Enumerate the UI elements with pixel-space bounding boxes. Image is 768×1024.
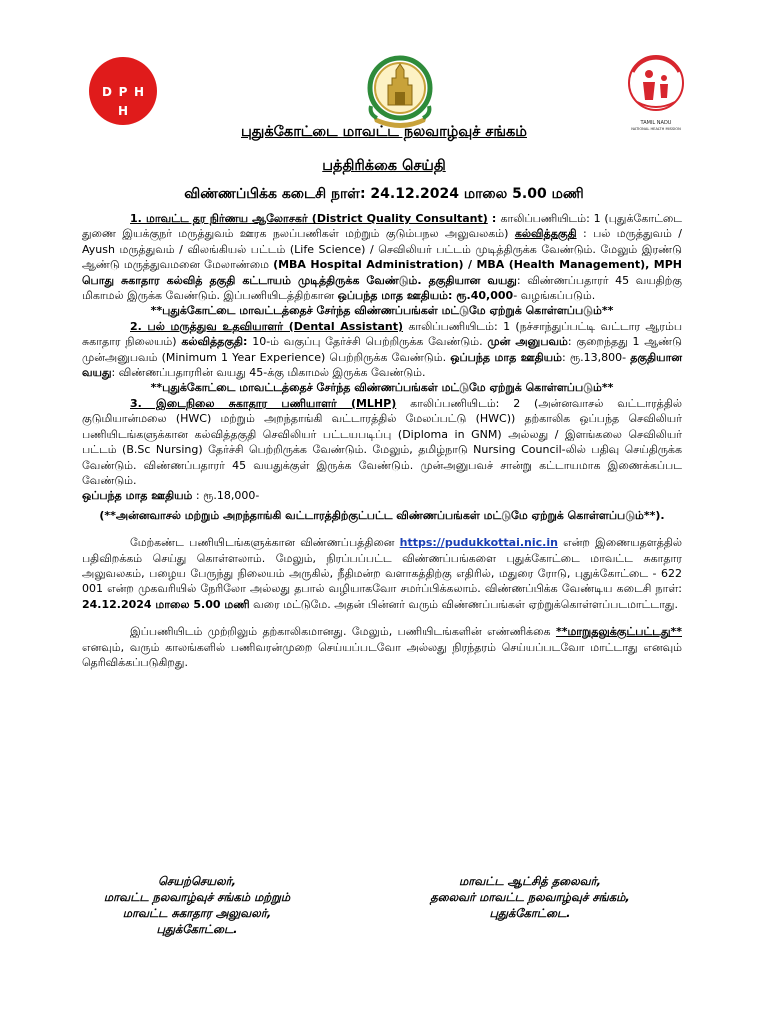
sec1-text3: : விண்ணப்பதாரர் 45 வயதிற்கு மிகாமல் இருக்க வேண்டும். இப்பணியிடத்திற்கான [82,273,682,303]
sig-left-line: புதுக்கோட்டை. [156,922,238,936]
sec2-pay-label: ஒப்பந்த மாத ஊதியம் [450,350,562,364]
sec2-age-label: தகுதியான வயது [82,350,682,380]
temp-text2: எனவும், வரும் காலங்களில் பணிவரன்முறை செய்யப்படவோ அல்லது நிரந்தரம் செய்யப்படவோ மாட்டாது எனவும் தெரிவிக்கப்படுகிறது. [82,640,682,669]
sig-left-line: செயற்செயலர், [157,874,237,888]
dph-letter-h2: H [117,104,129,118]
nhm-subtitle: TAMIL NADU [640,120,672,126]
sec2-text1: காலிப்பணியிடம்: 1 (நச்சாந்துப்பட்டி வட்டார ஆரம்ப சுகாதார நிலையம்) [82,319,682,349]
apply-deadline: 24.12.2024 மாலை 5.00 மணி [82,597,250,611]
nhm-logo [625,52,687,132]
sec1-salary: ஒப்பந்த மாத ஊதியம்: ரூ.40,000 [337,289,514,303]
sec2-text4: : ரூ.13,800- [561,350,631,364]
signature-block-collector [400,873,660,921]
section-dental-assistant [82,319,682,381]
section-mlhp [82,396,682,504]
sec2-edu-label: கல்வித்தகுதி: [181,335,248,349]
section-district-quality-consultant [82,211,682,303]
dph-logo [88,56,158,126]
tamil-nadu-emblem-logo [355,50,445,132]
sig-right-line: தலைவர் மாவட்ட நலவாழ்வுச் சங்கம், [430,890,630,904]
temp-bold: **மாறுதலுக்குட்பட்டது** [555,625,682,639]
sec2-note: **புதுக்கோட்டை மாவட்டத்தைச் சேர்ந்த விண்ணப்பங்கள் மட்டுமே ஏற்றுக் கொள்ளப்படும்** [150,381,614,395]
document-body [82,211,682,670]
deadline-heading: விண்ணப்பிக்க கடைசி நாள்: 24.12.2024 மாலை 5.00 மணி [184,186,584,202]
sec3-text2: : ரூ.18,000- [192,489,260,503]
sec1-text4: - வழங்கப்படும். [513,289,596,303]
sec3-note: (**அன்னவாசல் மற்றும் அறந்தாங்கி வட்டாரத்திற்குட்பட்ட விண்ணப்பங்கள் மட்டுமே ஏற்றுக் கொள்ளப்படும்**). [99,508,665,522]
dph-letter-d2: D [102,85,112,99]
sec2-title: 2. பல் மருத்துவ உதவியாளர் (Dental Assistant) [130,319,404,333]
apply-paragraph [82,535,682,612]
temporary-notice-paragraph [82,624,682,670]
website-link[interactable]: https://pudukkottai.nic.in [399,536,558,550]
sec1-edu-label: கல்வித்தகுதி [514,227,577,241]
sec1-text2: : பல் மருத்துவம் / Ayush மருத்துவம் / விலங்கியல் பட்டம் (Life Science) / செவிலியர் பட்டம் முடித்திருக்க வேண்டும். மேலும் இரண்டு ஆண்டு மருத்துவமனை மேலாண்மை [82,227,682,272]
sec2-text5: : விண்ணப்பதாரரின் வயது 45-க்கு மிகாமல் இருக்க வேண்டும். [111,366,426,380]
sec2-text2: 10-ம் வகுப்பு தேர்ச்சி பெற்றிருக்க வேண்டும். [247,335,488,349]
sec3-text1: காலிப்பணியிடம்: 2 (அன்னவாசல் வட்டாரத்தில் குடுமியான்மலை (HWC) மற்றும் அறந்தாங்கி வட்டாரத்தில் மேலப்பட்டு (HWC)) தற்காலிக ஒப்பந்த செவிலியர் பணியிடங்களுக்கான கல்வித்தகுதி செவிலியர் பட்டயபடிப்பு (Diploma in GNM) அல்லது / இளங்கலை செவிலியர் பட்டம் (B.Sc Nursing) தேர்ச்சி பெற்றிருக்க வேண்டும். மேலும், தமிழ்நாடு Nursing Council-லில் பதிவு செய்திருக்க வேண்டும். விண்ணப்பதாரர் 45 வயதுக்குள் இருக்க வேண்டும். முன்அனுபவச் சான்று கட்டாயமாக இணைக்கப்பட வேண்டும். [82,396,682,487]
org-title: புதுக்கோட்டை மாவட்ட நலவாழ்வுச் சங்கம் [241,124,527,140]
press-release-heading: பத்திரிக்கை செய்தி [322,158,446,174]
apply-text1: மேற்கண்ட பணியிடங்களுக்கான விண்ணப்பத்தினை [130,536,400,550]
sec2-text3: : குறைந்தது 1 ஆண்டு முன்அனுபவம் (Minimum 1 Year Experience) பெற்றிருக்க வேண்டும். [82,335,682,364]
sec1-text1: காலிப்பணியிடம்: 1 (புதுக்கோட்டை துணை இயக்குநர் மருத்துவம் ஊரக நலப்பணிகள் மற்றும் குடும்பநல அலுவலகம்) [82,212,682,241]
sig-left-line: மாவட்ட சுகாதார அலுவலர், [122,906,272,920]
dph-letter-h: H [133,85,145,99]
nhm-title: NATIONAL HEALTH MISSION [631,127,681,131]
sig-left-line: மாவட்ட நலவாழ்வுச் சங்கம் மற்றும் [103,890,291,904]
sec2-exp-label: முன் அனுபவம் [487,335,568,349]
temp-text1: இப்பணியிடம் முற்றிலும் தற்காலிகமானது. மேலும், பணியிடங்களின் எண்ணிக்கை [130,625,556,639]
sig-right-line: மாவட்ட ஆட்சித் தலைவர், [458,874,602,888]
dph-letter-p: P [118,85,128,99]
apply-text3: வரை மட்டுமே. அதன் பின்னர் வரும் விண்ணப்பங்கள் ஏற்றுக்கொள்ளப்படமாட்டாது. [249,597,678,611]
sec1-colon: : [487,212,501,225]
sec1-bold1: (MBA Hospital Administration) / MBA (Health Management), MPH பொது சுகாதார கல்வித் தகுதி கட்டாயம் முடித்திருக்க வேண்டும். தகுதியான வயது [82,258,682,287]
sig-right-line: புதுக்கோட்டை. [489,906,571,920]
sec3-pay-label: ஒப்பந்த மாத ஊதியம் [82,489,193,503]
apply-text2: என்ற இணையதளத்தில் பதிவிறக்கம் செய்து கொள்ளலாம். மேலும், நிரப்பப்பட்ட விண்ணப்பங்களை புதுக்கோட்டை மாவட்ட சுகாதார அலுவலகம், பழைய பேருந்து நிலையம் அருகில், நீதிமன்ற வளாகத்திற்கு எதிரில், மதுரை ரோடு, புதுக்கோட்டை - 622 001 என்ற முகவரியில் நேரிலோ அல்லது தபால் வழியாகவோ சமர்ப்பிக்கலாம். விண்ணப்பிக்க வேண்டிய கடைசி நாள்: [82,536,683,596]
signature-block-secretary [82,873,312,937]
sec3-title: 3. இடைநிலை சுகாதார பணியாளர் (MLHP) [130,396,397,410]
sec1-note: **புதுக்கோட்டை மாவட்டத்தைச் சேர்ந்த விண்ணப்பங்கள் மட்டுமே ஏற்றுக் கொள்ளப்படும்** [150,304,614,318]
sec1-title: 1. மாவட்ட தர நிர்ணய ஆலோசகர் (District Quality Consultant) [130,212,488,225]
